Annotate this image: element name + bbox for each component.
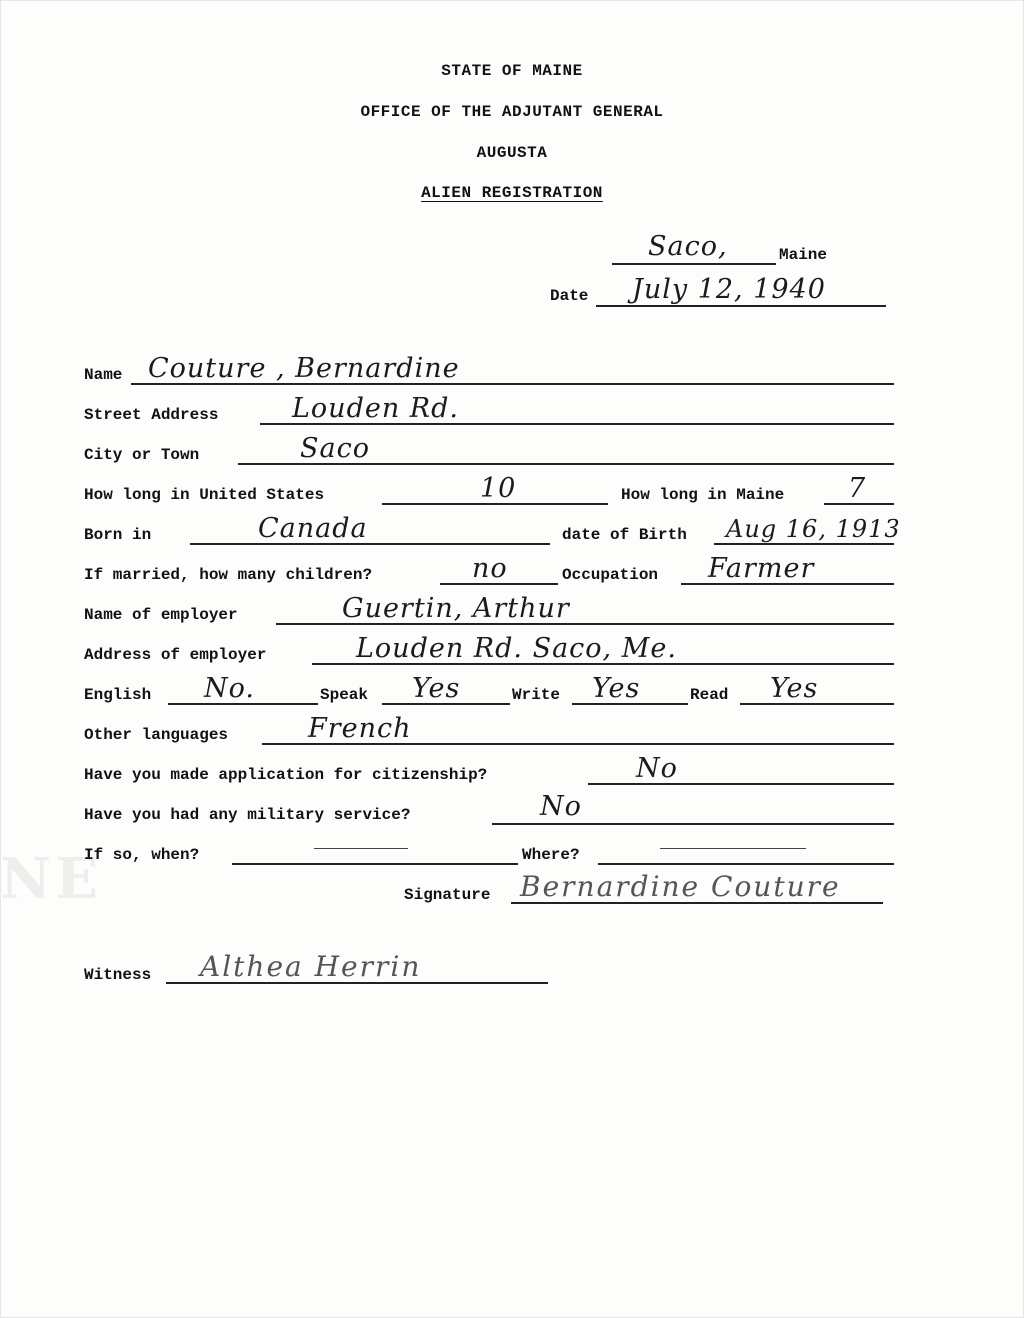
us-duration-rule: [382, 503, 608, 505]
witness-rule: [166, 982, 548, 984]
military-rule: [492, 823, 894, 825]
if-so-when-rule: [232, 863, 518, 865]
signature-rule: [511, 902, 883, 904]
other-languages-rule: [262, 743, 894, 745]
place-rule: [612, 263, 776, 265]
citizenship-value: No: [636, 753, 678, 784]
if-so-when-label: If so, when?: [84, 846, 200, 864]
speak-value: Yes: [412, 673, 461, 704]
maine-duration-label: How long in Maine: [621, 486, 785, 504]
dob-rule: [714, 543, 894, 545]
employer-address-value: Louden Rd. Saco, Me.: [356, 633, 677, 664]
witness-label: Witness: [84, 966, 152, 984]
read-label: Read: [690, 686, 729, 704]
english-value: No.: [204, 673, 255, 704]
born-in-rule: [190, 543, 550, 545]
where-label: Where?: [522, 846, 580, 864]
place-value: Saco,: [648, 231, 728, 262]
bleed-through-mark: NE: [0, 846, 102, 912]
other-languages-label: Other languages: [84, 726, 229, 744]
born-in-label: Born in: [84, 526, 152, 544]
employer-label: Name of employer: [84, 606, 238, 624]
where-rule: [598, 863, 894, 865]
dob-value: Aug 16, 1913: [726, 515, 901, 543]
street-value: Louden Rd.: [292, 393, 460, 424]
citizenship-rule: [588, 783, 894, 785]
city-value: Saco: [300, 433, 370, 464]
born-in-value: Canada: [258, 513, 368, 544]
employer-rule: [276, 623, 894, 625]
children-rule: [440, 583, 558, 585]
military-value: No: [540, 791, 582, 822]
city-label: City or Town: [84, 446, 200, 464]
us-duration-value: 10: [480, 473, 517, 504]
children-label: If married, how many children?: [84, 566, 373, 584]
write-value: Yes: [592, 673, 641, 704]
write-rule: [572, 703, 688, 705]
date-value: July 12, 1940: [632, 274, 826, 305]
street-rule: [260, 423, 894, 425]
date-label: Date: [550, 287, 589, 305]
name-rule: [131, 383, 894, 385]
military-label: Have you had any military service?: [84, 806, 411, 824]
date-rule: [596, 305, 886, 307]
employer-address-rule: [312, 663, 894, 665]
if-so-when-dash: [314, 848, 408, 849]
occupation-label: Occupation: [562, 566, 659, 584]
street-label: Street Address: [84, 406, 219, 424]
read-value: Yes: [770, 673, 819, 704]
header-state: STATE OF MAINE: [441, 62, 583, 80]
form-title-text: ALIEN REGISTRATION: [421, 184, 603, 202]
english-label: English: [84, 686, 152, 704]
english-rule: [168, 703, 318, 705]
form-title: [0, 184, 1024, 202]
other-languages-value: French: [308, 713, 412, 744]
header-city: AUGUSTA: [476, 144, 548, 162]
citizenship-label: Have you made application for citizenship?: [84, 766, 488, 784]
signature-label: Signature: [404, 886, 491, 904]
read-rule: [740, 703, 894, 705]
city-rule: [238, 463, 894, 465]
name-value: Couture , Bernardine: [148, 353, 460, 384]
where-dash: [660, 848, 806, 849]
write-label: Write: [512, 686, 561, 704]
employer-address-label: Address of employer: [84, 646, 267, 664]
speak-label: Speak: [320, 686, 369, 704]
dob-label: date of Birth: [562, 526, 687, 544]
us-duration-label: How long in United States: [84, 486, 325, 504]
signature-value: Bernardine Couture: [520, 870, 841, 903]
place-state-label: Maine: [779, 246, 828, 264]
maine-duration-rule: [824, 503, 894, 505]
employer-value: Guertin, Arthur: [342, 593, 570, 624]
speak-rule: [382, 703, 510, 705]
occupation-rule: [681, 583, 894, 585]
name-label: Name: [84, 366, 123, 384]
witness-value: Althea Herrin: [200, 950, 422, 983]
maine-duration-value: 7: [848, 473, 867, 504]
occupation-value: Farmer: [708, 553, 815, 584]
children-value: no: [472, 553, 508, 584]
header-office: OFFICE OF THE ADJUTANT GENERAL: [360, 103, 664, 121]
